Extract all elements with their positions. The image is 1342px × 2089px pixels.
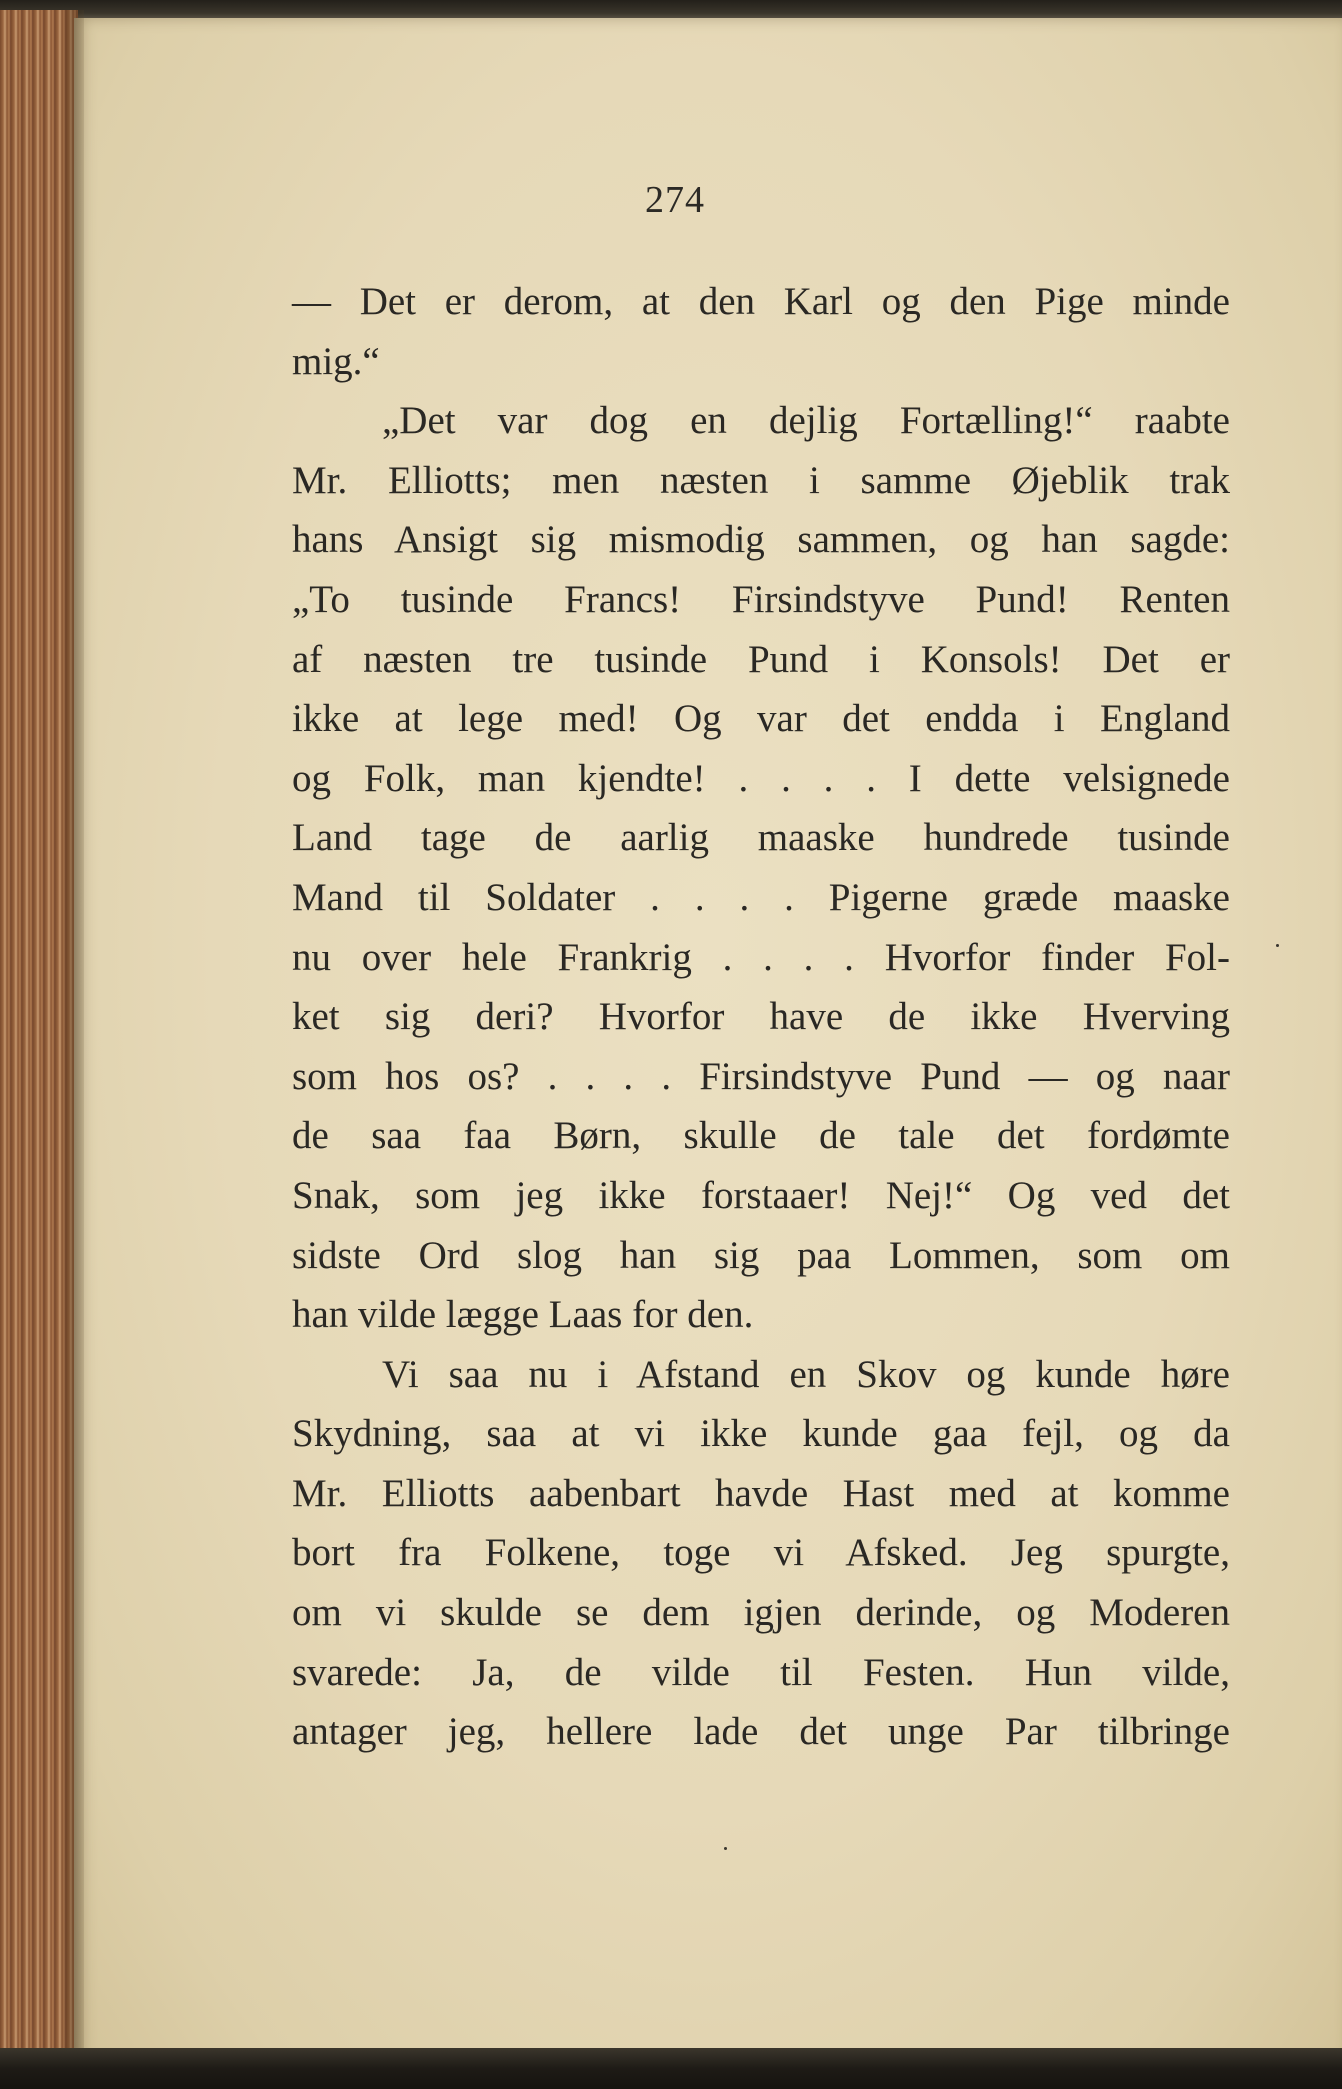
margin-mark — [1276, 944, 1279, 947]
body-text — [292, 272, 1230, 1762]
text-line: ket sig deri? Hvorfor have de ikke Hverving — [292, 995, 1230, 1039]
page-number: 274 — [645, 179, 705, 221]
text-line: ikke at lege med! Og var det endda i England — [292, 697, 1230, 741]
text-line: sidste Ord slog han sig paa Lommen, som om — [292, 1233, 1230, 1277]
text-line: nu over hele Frankrig . . . . Hvorfor finder Fol- — [292, 935, 1230, 979]
text-line: Vi saa nu i Afstand en Skov og kunde høre — [382, 1352, 1230, 1396]
text-line: antager jeg, hellere lade det unge Par tilbringe — [292, 1710, 1230, 1754]
text-line: Mand til Soldater . . . . Pigerne græde maaske — [292, 875, 1230, 919]
text-line: Mr. Elliotts; men næsten i samme Øjeblik trak — [292, 458, 1230, 502]
text-line: Skydning, saa at vi ikke kunde gaa fejl, og da — [292, 1412, 1230, 1456]
text-line: — Det er derom, at den Karl og den Pige minde — [292, 280, 1230, 323]
text-line: „To tusinde Francs! Firsindstyve Pund! Renten — [292, 577, 1230, 621]
text-line: hans Ansigt sig mismodig sammen, og han sagde: — [292, 518, 1230, 562]
text-line: om vi skulde se dem igjen derinde, og Moderen — [292, 1591, 1230, 1635]
gutter-shadow — [60, 10, 84, 2050]
print-speck — [724, 1847, 727, 1850]
text-line: Mr. Elliotts aabenbart havde Hast med at komme — [292, 1471, 1230, 1515]
text-line: og Folk, man kjendte! . . . . I dette velsignede — [292, 756, 1230, 800]
text-line: Land tage de aarlig maaske hundrede tusinde — [292, 816, 1230, 860]
bottom-edge — [0, 2048, 1342, 2089]
text-line: bort fra Folkene, toge vi Afsked. Jeg spurgte, — [292, 1531, 1230, 1575]
text-line: mig.“ — [292, 339, 380, 383]
text-line: han vilde lægge Laas for den. — [292, 1293, 754, 1337]
text-line: af næsten tre tusinde Pund i Konsols! Det er — [292, 637, 1230, 681]
text-line: de saa faa Børn, skulle de tale det fordømte — [292, 1114, 1230, 1158]
text-line: „Det var dog en dejlig Fortælling!“ raabte — [382, 399, 1230, 443]
text-line: Snak, som jeg ikke forstaaer! Nej!“ Og ved det — [292, 1173, 1230, 1217]
text-line: svarede: Ja, de vilde til Festen. Hun vilde, — [292, 1650, 1230, 1694]
text-line: som hos os? . . . . Firsindstyve Pund — og naar — [292, 1054, 1230, 1098]
